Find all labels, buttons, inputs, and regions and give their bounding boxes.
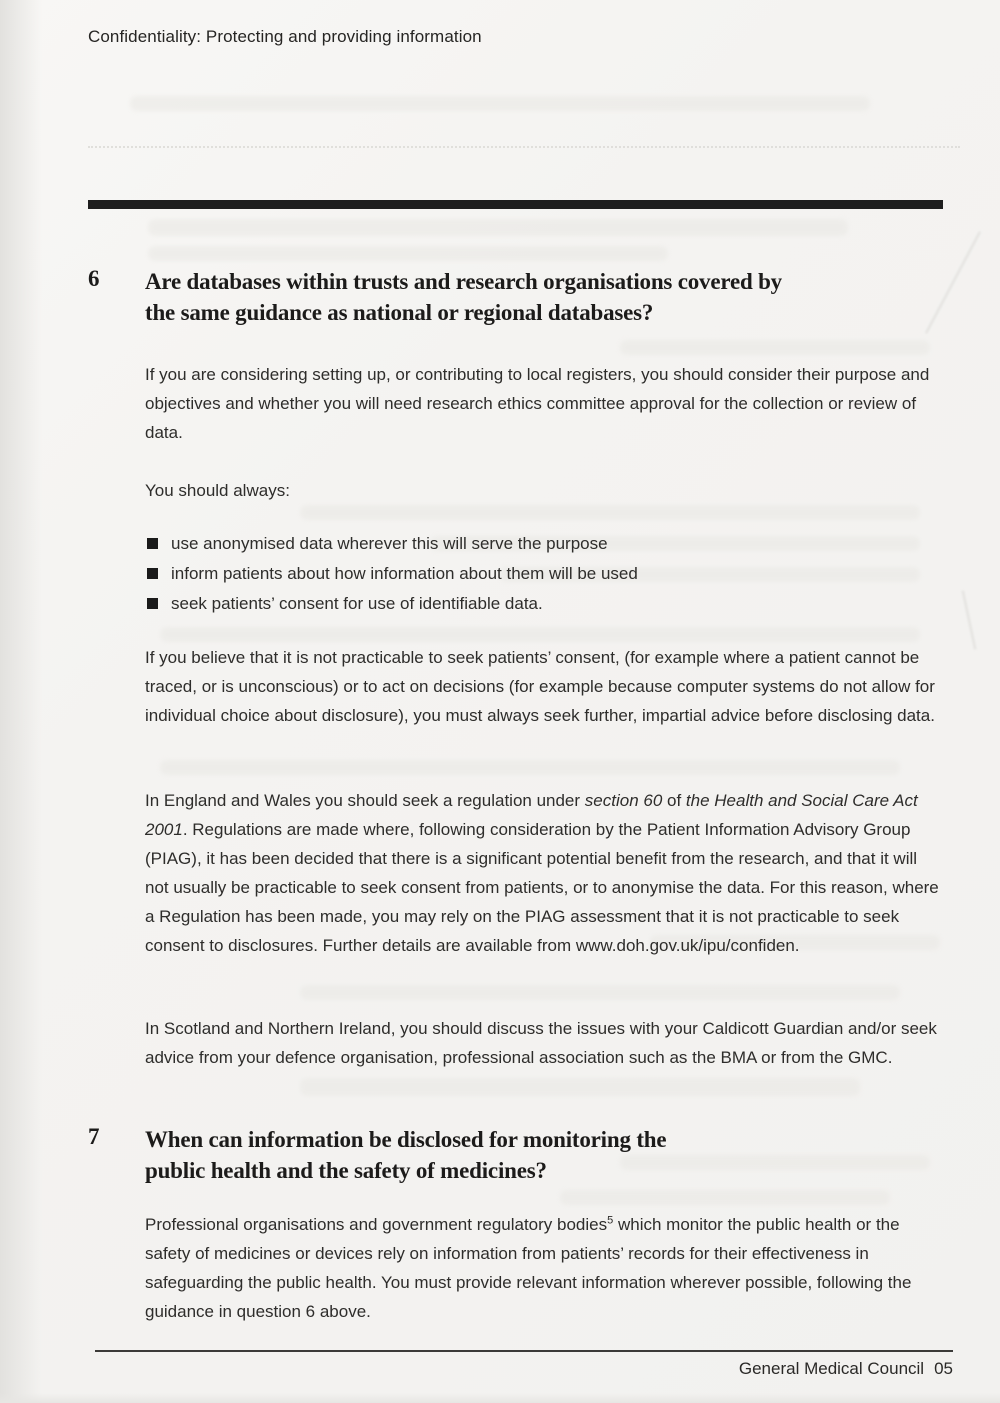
italic-citation: section 60 bbox=[584, 791, 663, 810]
list-item-text: use anonymised data wherever this will serve the purpose bbox=[171, 534, 608, 553]
section-number: 7 bbox=[88, 1124, 100, 1149]
running-header: Confidentiality: Protecting and providing information bbox=[88, 27, 482, 46]
page-edge-shadow-left bbox=[0, 0, 42, 1403]
bullet-list-lead-in: You should always: bbox=[145, 481, 290, 500]
square-bullet-icon bbox=[147, 538, 158, 549]
paragraph-not-practicable: If you believe that it is not practicable to seek patients’ consent, (for example where a patient cannot be traced, or is unconscious) or to act on decisions (for example because computer systems do not allow for individual choice about disclosure), you must always seek further, impartial advice before disclosing data. bbox=[145, 648, 935, 725]
scan-crease-mark bbox=[962, 590, 976, 649]
section-title-line: When can information be disclosed for monitoring the bbox=[145, 1127, 667, 1152]
scan-artifact-dashed-line bbox=[88, 146, 960, 148]
bleed-through-ghost bbox=[300, 985, 900, 1000]
paragraph-monitoring bbox=[145, 1210, 945, 1326]
paragraph-england-wales bbox=[145, 786, 945, 960]
section-divider-rule bbox=[88, 200, 943, 209]
bleed-through-ghost bbox=[300, 505, 920, 520]
list-item-text: inform patients about how information about them will be used bbox=[171, 564, 638, 583]
paragraph-text: which monitor the public health or the safety of medicines or devices rely on information from patients’ records for their effectiveness in safeguarding the public health. You must provide relevant information wherever possible, following the guidance in question 6 above. bbox=[145, 1215, 912, 1321]
italic-citation: the Health and Social Care Act 2001 bbox=[145, 791, 918, 839]
list-item bbox=[145, 529, 945, 559]
bleed-through-ghost bbox=[300, 1078, 860, 1096]
section-title-line: public health and the safety of medicines? bbox=[145, 1158, 547, 1183]
section-title bbox=[145, 266, 782, 328]
section-title bbox=[145, 1124, 666, 1186]
square-bullet-icon bbox=[147, 598, 158, 609]
bleed-through-ghost bbox=[620, 340, 930, 355]
paragraph-text: of bbox=[662, 791, 686, 810]
page-edge-shadow-bottom bbox=[0, 1393, 1000, 1403]
bleed-through-ghost bbox=[148, 246, 668, 261]
paragraph-text: Professional organisations and government regulatory bodies bbox=[145, 1215, 608, 1234]
list-item bbox=[145, 589, 945, 619]
page-footer bbox=[95, 1359, 953, 1379]
section-title-line: the same guidance as national or regional databases? bbox=[145, 300, 654, 325]
guidance-bullet-list bbox=[145, 529, 945, 619]
list-item-text: seek patients’ consent for use of identifiable data. bbox=[171, 594, 543, 613]
paragraph-text: In England and Wales you should seek a regulation under bbox=[145, 791, 585, 810]
paragraph-local-registers: If you are considering setting up, or contributing to local registers, you should consider their purpose and objectives and whether you will need research ethics committee approval for the collection or review of data. bbox=[145, 365, 930, 442]
paragraph-text: . Regulations are made where, following consideration by the Patient Information Advisory Group (PIAG), it has been decided that there is a significant potential benefit from the research, and that it will not usually be practicable to seek consent from patients, or to anonymise the data. For this reason, where a Regulation has been made, you may rely on the PIAG assessment that it is not practicable to seek consent to disclosures. Further details are available from www.doh.gov.uk/ipu/confiden. bbox=[145, 820, 939, 955]
paragraph-scotland-ni: In Scotland and Northern Ireland, you should discuss the issues with your Caldicott Guardian and/or seek advice from your defence organisation, professional association such as the BMA or from the GMC. bbox=[145, 1019, 937, 1067]
bleed-through-ghost bbox=[160, 627, 920, 642]
section-number: 6 bbox=[88, 266, 100, 291]
section-7-heading bbox=[88, 1124, 948, 1186]
section-title-line: Are databases within trusts and research organisations covered by bbox=[145, 269, 782, 294]
list-item bbox=[145, 559, 945, 589]
section-6-heading bbox=[88, 266, 948, 328]
footer-publisher: General Medical Council bbox=[738, 1359, 925, 1378]
bleed-through-ghost bbox=[148, 219, 848, 236]
footer-rule bbox=[95, 1350, 953, 1352]
bleed-through-ghost bbox=[160, 760, 900, 775]
bleed-through-ghost bbox=[130, 96, 870, 111]
page-number: 05 bbox=[934, 1359, 953, 1378]
square-bullet-icon bbox=[147, 568, 158, 579]
bleed-through-ghost bbox=[560, 1190, 890, 1205]
footnote-marker: 5 bbox=[607, 1214, 614, 1227]
